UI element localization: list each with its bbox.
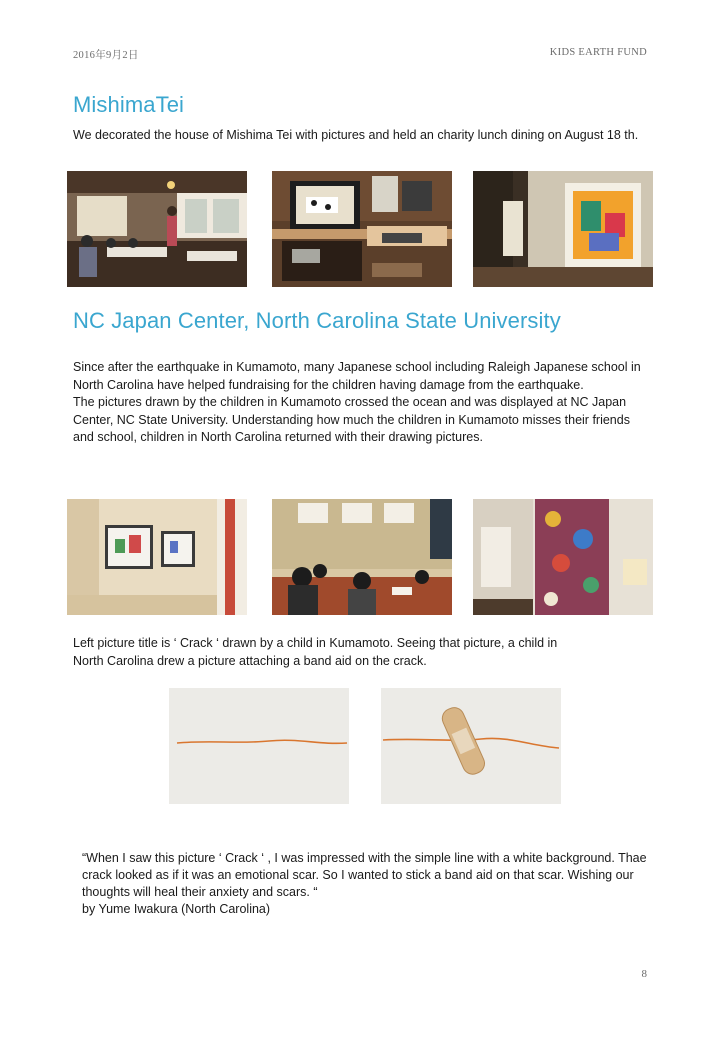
drawing-crack-with-band-aid: [381, 688, 561, 804]
nc-paragraph-1: Since after the earthquake in Kumamoto, many Japanese school including Raleigh Japanese school in North Carolina have helped fundraising for the children having damage from the earthquake.: [73, 360, 641, 392]
section-title-mishimatei: MishimaTei: [73, 92, 185, 117]
photo-children-drawing: [272, 499, 452, 615]
nc-paragraph-2: The pictures drawn by the children in Kumamoto crossed the ocean and was displayed at NC Japan Center, NC State University. Understanding how much the children in Kumamoto misses their friends and school, children in North Carolina returned with their drawing pictures.: [73, 395, 630, 444]
section-mishimatei-body: [73, 127, 653, 145]
caption-crack-picture: [73, 635, 653, 670]
quote-block: [82, 850, 652, 918]
photo-hanging-art-banner: [473, 499, 653, 615]
section-nc-body: [73, 359, 653, 447]
photo-charity-lunch-room: [67, 171, 247, 287]
page-number: 8: [641, 968, 647, 980]
drawing-crack: [169, 688, 349, 804]
photo-framed-cow-art: [272, 171, 452, 287]
photo-framed-colorful-art: [473, 171, 653, 287]
header-date: 2016年9月2日: [73, 50, 139, 61]
photo-wall-drawings: [67, 499, 247, 615]
header-organization: KIDS EARTH FUND: [549, 47, 647, 58]
quote-text: “When I saw this picture ‘ Crack ‘ , I was impressed with the simple line with a white background. Thae crack looked as if it was an emotional scar. So I wanted to stick a band aid on that scar. Wishing our thoughts will heal their anxiety and scars. “: [82, 851, 647, 899]
caption-line-2: North Carolina drew a picture attaching a band aid on the crack.: [73, 653, 427, 668]
caption-line-1: Left picture title is ‘ Crack ‘ drawn by a child in Kumamoto. Seeing that picture, a child in: [73, 636, 558, 650]
mishimatei-paragraph: We decorated the house of Mishima Tei with pictures and held an charity lunch dining on August 18 th.: [73, 128, 639, 142]
quote-author: by Yume Iwakura (North Carolina): [82, 902, 271, 916]
section-title-nc-japan-center: NC Japan Center, North Carolina State University: [73, 308, 561, 333]
